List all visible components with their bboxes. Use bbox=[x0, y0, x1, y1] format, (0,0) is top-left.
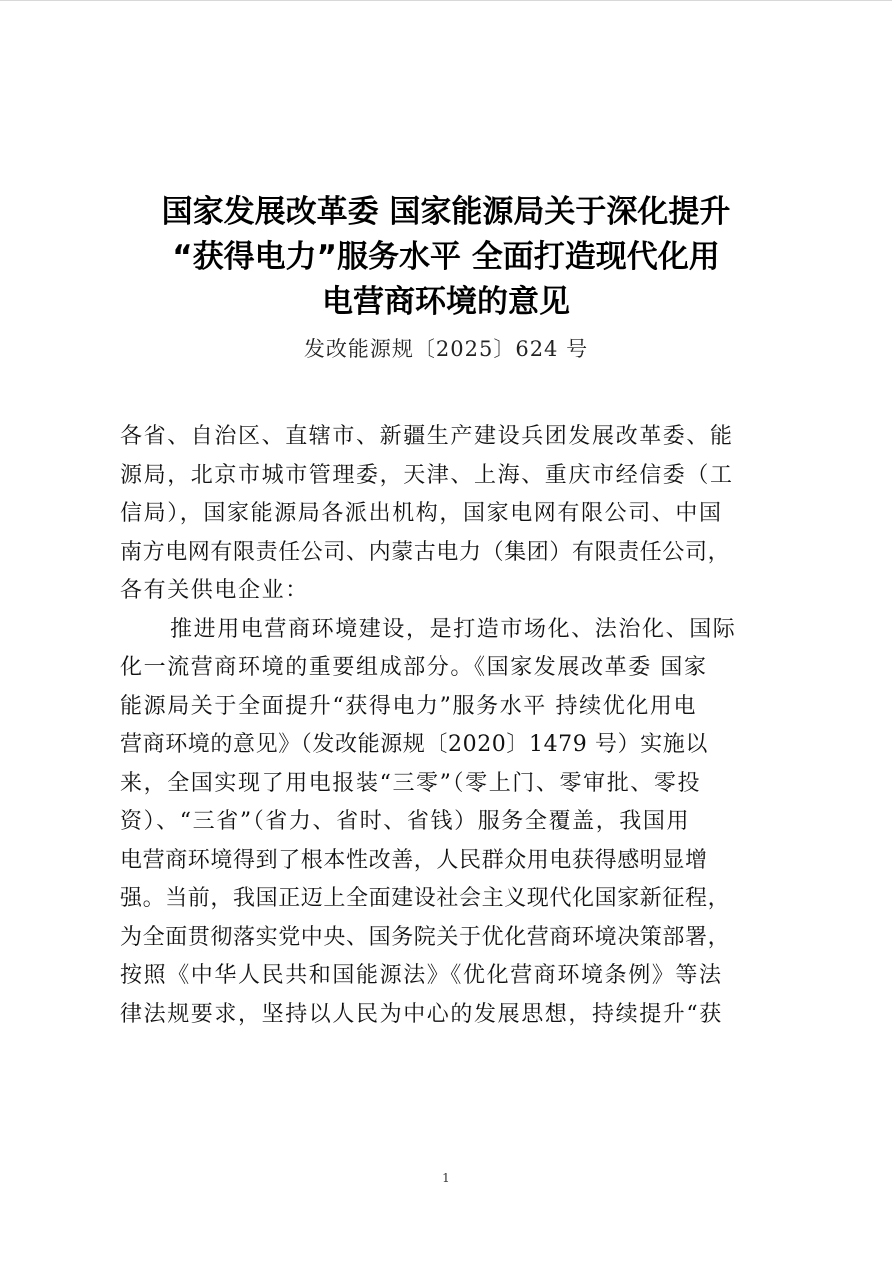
paragraph-line: 能源局关于全面提升“获得电力”服务水平 持续优化用电 bbox=[120, 693, 698, 719]
paragraph-line: 律法规要求，坚持以人民为中心的发展思想，持续提升“获 bbox=[120, 1001, 723, 1027]
page-number: 1 bbox=[442, 1171, 450, 1185]
addressee-line: 南方电网有限责任公司、内蒙古电力（集团）有限责任公司， bbox=[120, 539, 731, 565]
paragraph-line: 营商环境的意见》（发改能源规〔2020〕1479 号）实施以 bbox=[120, 732, 708, 757]
paragraph-line: 为全面贯彻落实党中央、国务院关于优化营商环境决策部署， bbox=[120, 924, 731, 950]
document-body bbox=[120, 418, 800, 1034]
paragraph-line: 电营商环境得到了根本性改善，人民群众用电获得感明显增 bbox=[120, 847, 708, 873]
paragraph-line: 化一流营商环境的重要组成部分。《国家发展改革委 国家 bbox=[120, 655, 708, 680]
title-line: 电营商环境的意见 bbox=[322, 284, 570, 320]
paragraph-line: 来，全国实现了用电报装“三零”（零上门、零审批、零投 bbox=[120, 770, 702, 796]
title-line: “获得电力”服务水平 全面打造现代化用 bbox=[172, 239, 720, 275]
addressee-block bbox=[120, 418, 800, 611]
paragraph-line: 强。当前，我国正迈上全面建设社会主义现代化国家新征程， bbox=[120, 886, 731, 911]
top-border-line bbox=[0, 0, 892, 1]
paragraph-line: 资）、“三省”（省力、省时、省钱）服务全覆盖，我国用 bbox=[120, 809, 691, 834]
addressee-line: 源局，北京市城市管理委，天津、上海、重庆市经信委（工 bbox=[120, 462, 734, 488]
addressee-line: 各省、自治区、直辖市、新疆生产建设兵团发展改革委、能 bbox=[120, 424, 734, 449]
addressee-line: 信局），国家能源局各派出机构，国家电网有限公司、中国 bbox=[120, 501, 723, 526]
paragraph-line: 推进用电营商环境建设，是打造市场化、法治化、国际 bbox=[170, 616, 737, 642]
document-title bbox=[96, 190, 796, 325]
body-paragraph bbox=[120, 611, 800, 1035]
addressee-line: 各有关供电企业： bbox=[120, 578, 309, 603]
document-number: 发改能源规〔2025〕624 号 bbox=[303, 337, 589, 361]
paragraph-line: 按照《中华人民共和国能源法》《优化营商环境条例》等法 bbox=[120, 963, 723, 988]
title-line: 国家发展改革委 国家能源局关于深化提升 bbox=[161, 194, 731, 230]
